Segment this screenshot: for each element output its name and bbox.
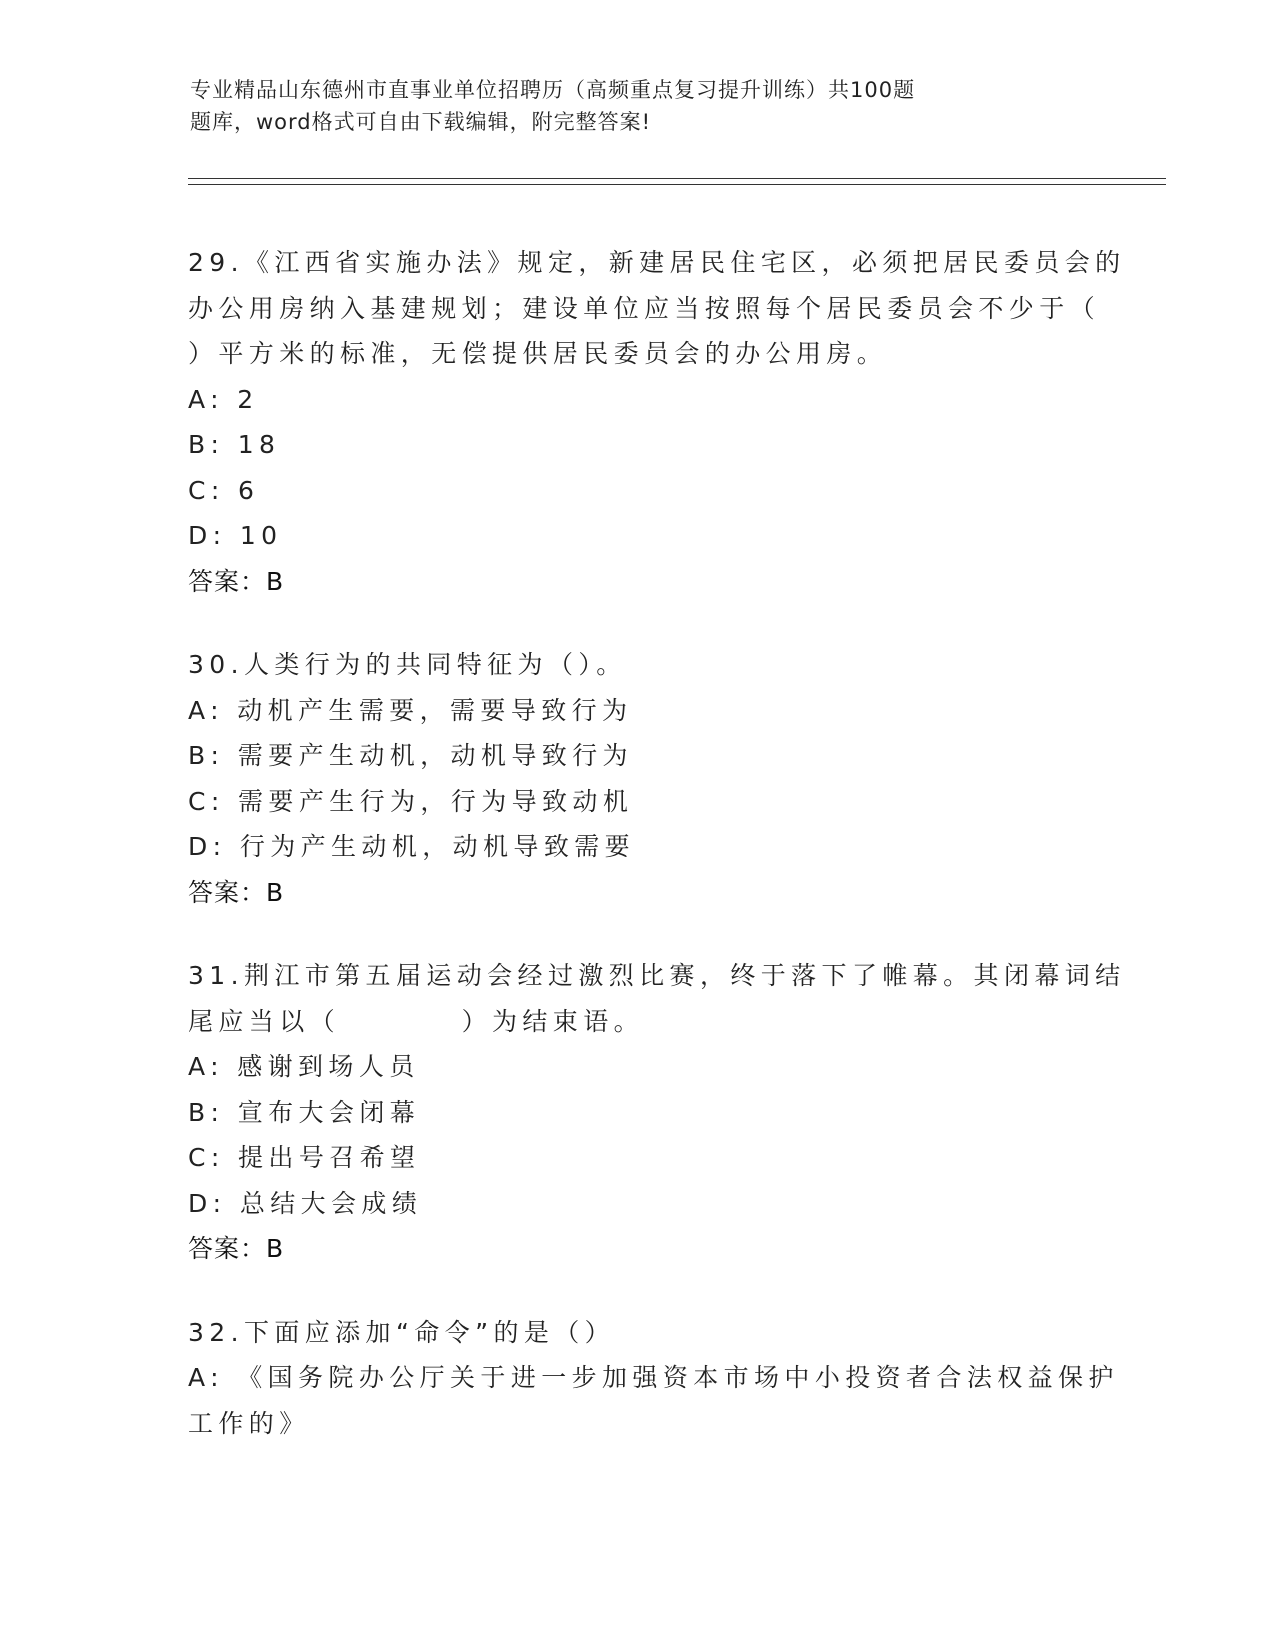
answer-label: 答案：B — [188, 1234, 285, 1263]
answer-label: 答案：B — [188, 566, 285, 596]
question-stem-line: 尾应当以（ ）为结束语。 — [188, 1006, 645, 1036]
option-d: D: 10 — [188, 521, 283, 550]
option-b: B: 需要产生动机，动机导致行为 — [188, 741, 633, 770]
header-divider-bottom — [188, 184, 1166, 185]
question-30 — [188, 642, 1088, 915]
header-line-1: 专业精品山东德州市直事业单位招聘历（高频重点复习提升训练）共100题 — [190, 78, 916, 102]
question-stem — [188, 953, 1126, 1044]
option-d: D: 总结大会成绩 — [188, 1188, 423, 1218]
option-d: D: 行为产生动机，动机导致需要 — [188, 832, 636, 861]
question-stem — [188, 642, 1088, 688]
question-stem-line: 31.荆江市第五届运动会经过激烈比赛，终于落下了帷幕。其闭幕词结 — [188, 961, 1126, 990]
question-stem-line: 办公用房纳入基建规划；建设单位应当按照每个居民委员会不少于（ — [188, 293, 1101, 323]
question-list — [188, 240, 1126, 1484]
answer-label: 答案：B — [188, 877, 285, 907]
option-a: A: 感谢到场人员 — [188, 1052, 420, 1081]
option-b: B: 宣布大会闭幕 — [188, 1097, 421, 1127]
document-header — [190, 74, 1070, 138]
option-a-continued: 工作的》 — [188, 1408, 310, 1438]
option-b: B: 18 — [188, 430, 281, 459]
question-stem-line: 30.人类行为的共同特征为（）。 — [188, 650, 627, 679]
question-stem-line: 29.《江西省实施办法》规定，新建居民住宅区，必须把居民委员会的 — [188, 248, 1126, 277]
option-a: A: 《国务院办公厅关于进一步加强资本市场中小投资者合法权益保护 — [188, 1363, 1119, 1392]
question-stem-line: ）平方米的标准，无偿提供居民委员会的办公用房。 — [188, 339, 888, 368]
question-31 — [188, 953, 1126, 1272]
option-c: C: 提出号召希望 — [188, 1143, 421, 1172]
question-stem — [188, 240, 1126, 377]
option-a: A: 动机产生需要，需要导致行为 — [188, 695, 633, 725]
question-29 — [188, 240, 1126, 604]
question-stem-line: 32.下面应添加“命令”的是（） — [188, 1317, 616, 1347]
option-c: C: 6 — [188, 475, 260, 505]
question-32 — [188, 1310, 1119, 1447]
question-stem — [188, 1310, 1088, 1356]
header-divider-top — [188, 178, 1166, 179]
option-a: A: 2 — [188, 384, 259, 414]
header-line-2: 题库，word格式可自由下载编辑，附完整答案! — [190, 110, 652, 134]
option-c: C: 需要产生行为，行为导致动机 — [188, 786, 634, 816]
